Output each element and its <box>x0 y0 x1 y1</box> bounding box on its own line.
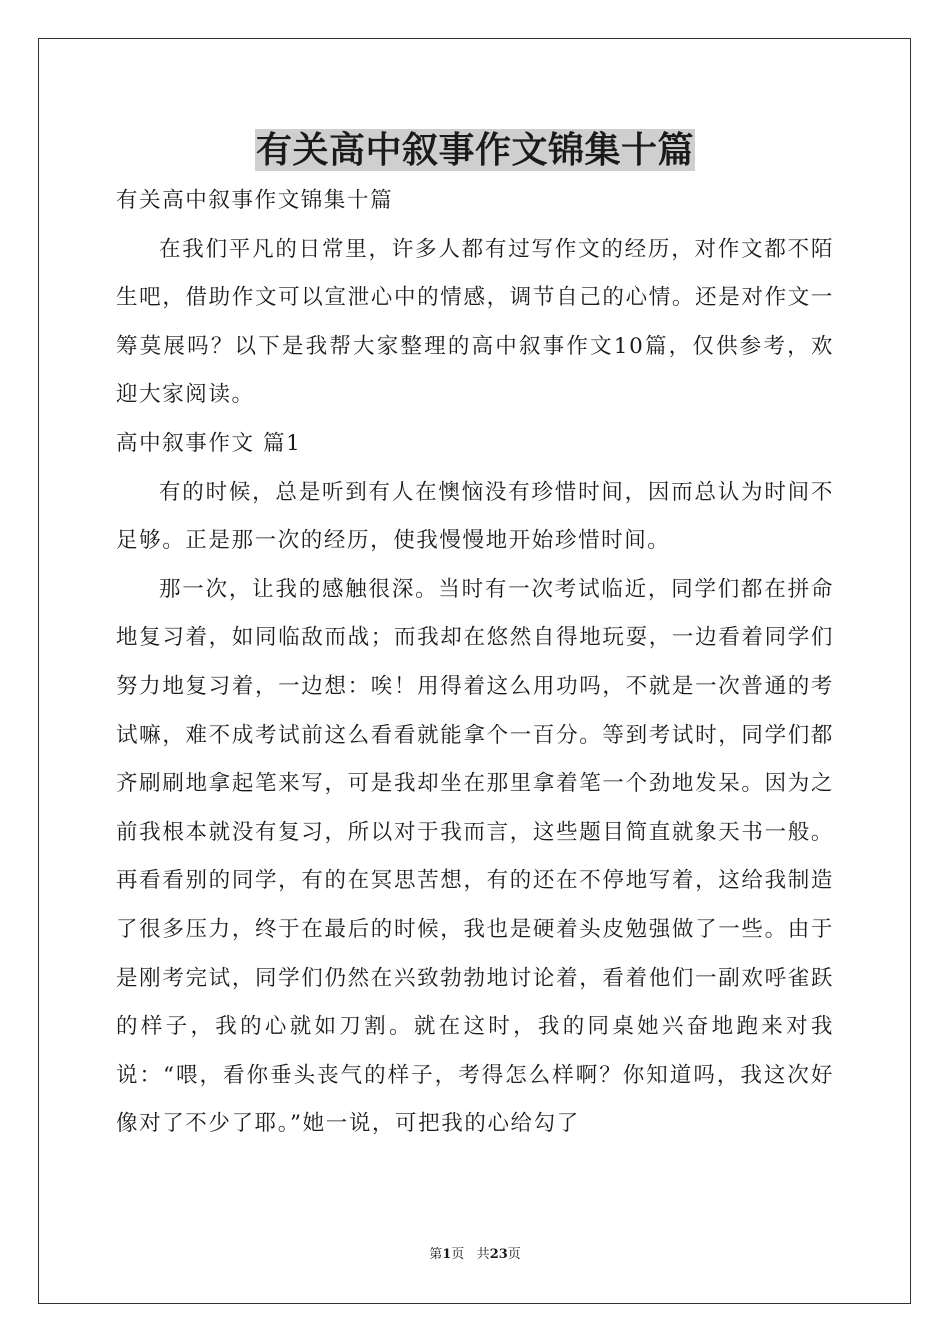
document-title-text: 有关高中叙事作文锦集十篇 <box>255 129 694 171</box>
page-number: 1 <box>442 1247 452 1262</box>
document-body <box>116 177 834 1149</box>
body-paragraph: 那一次，让我的感触很深。当时有一次考试临近，同学们都在拼命地复习着，如同临敌而战；而我却在悠然自得地玩耍，一边看着同学们努力地复习着，一边想：唉！用得着这么用功吗，不就是一次普通的考试嘛，难不成考试前这么看看就能拿个一百分。等到考试时，同学们都齐刷刷地拿起笔来写，可是我却坐在那里拿着笔一个劲地发呆。因为之前我根本就没有复习，所以对于我而言，这些题目简直就象天书一般。再看看别的同学，有的在冥思苦想，有的还在不停地写着，这给我制造了很多压力，终于在最后的时候，我也是硬着头皮勉强做了一些。由于是刚考完试，同学们仍然在兴致勃勃地讨论着，看着他们一副欢呼雀跃的样子，我的心就如刀割。就在这时，我的同桌她兴奋地跑来对我说：“喂，看你垂头丧气的样子，考得怎么样啊？你知道吗，我这次好像对了不少了耶。”她一说，可把我的心给勾了 <box>116 576 834 1137</box>
document-subtitle: 有关高中叙事作文锦集十篇 <box>116 188 394 213</box>
total-pages: 23 <box>489 1247 508 1262</box>
body-paragraph: 有的时候，总是听到有人在懊恼没有珍惜时间，因而总认为时间不足够。正是那一次的经历，使我慢慢地开始珍惜时间。 <box>116 479 834 554</box>
page-footer <box>0 1246 950 1264</box>
document-title <box>0 124 950 176</box>
section-heading: 高中叙事作文 篇1 <box>116 430 302 456</box>
intro-paragraph: 在我们平凡的日常里，许多人都有过写作文的经历，对作文都不陌生吧，借助作文可以宣泄心中的情感，调节自己的心情。还是对作文一筹莫展吗？以下是我帮大家整理的高中叙事作文10篇，仅供参考，欢迎大家阅读。 <box>116 236 834 408</box>
page-suffix: 页 <box>451 1247 465 1262</box>
total-suffix: 页 <box>507 1247 521 1262</box>
total-prefix: 共 <box>476 1247 490 1262</box>
page-prefix: 第 <box>429 1247 443 1262</box>
